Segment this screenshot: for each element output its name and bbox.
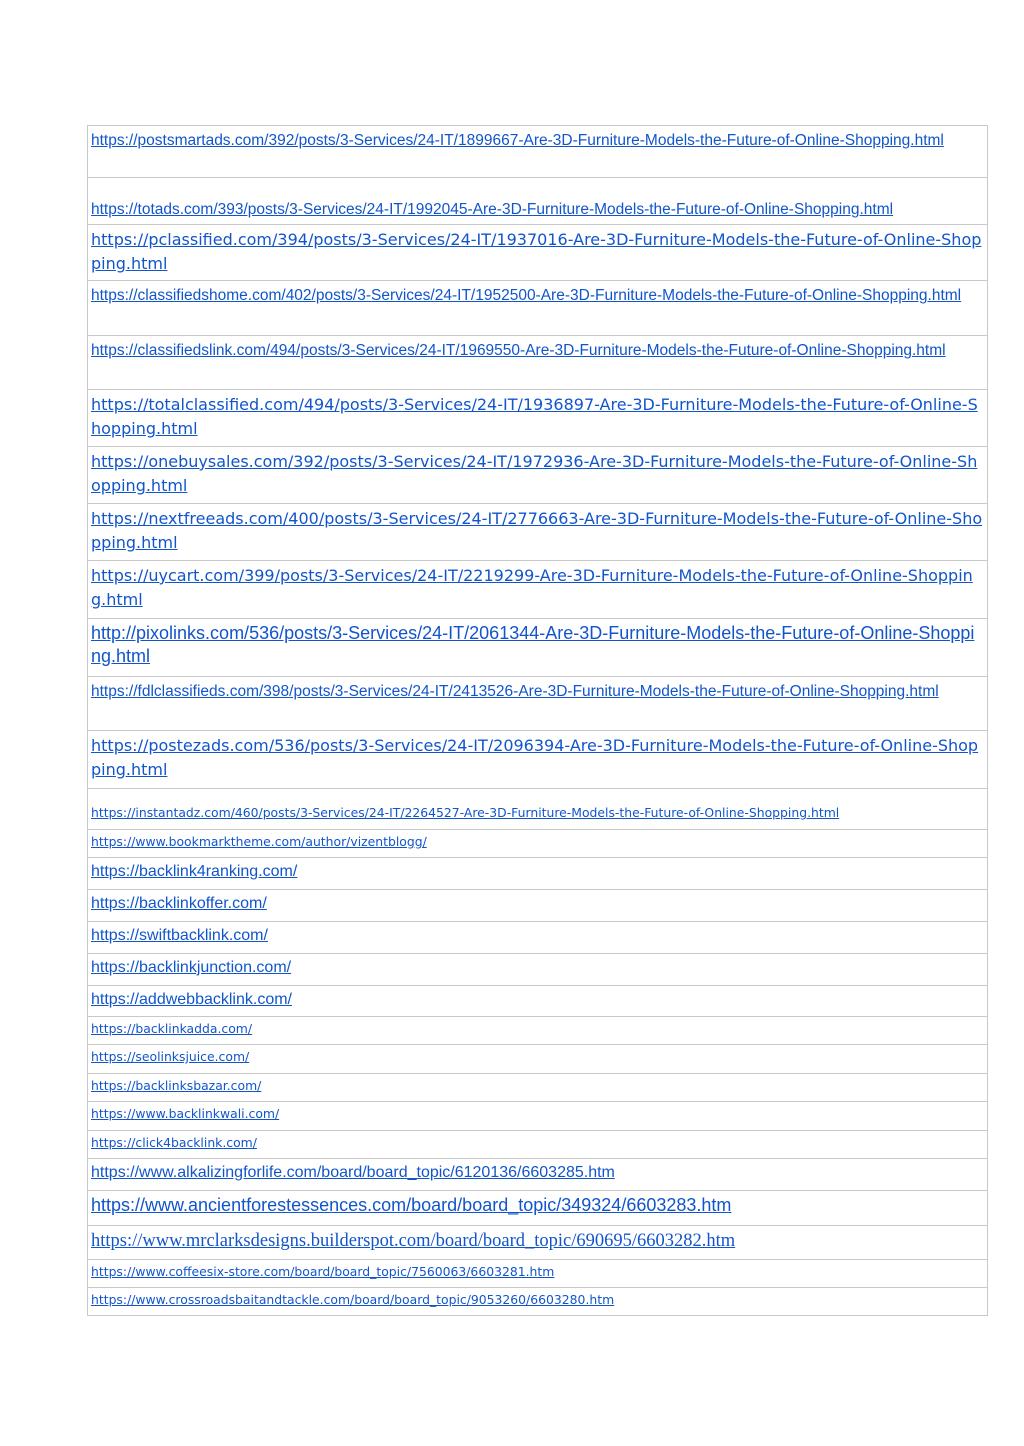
table-cell xyxy=(88,1131,988,1159)
link-url[interactable]: https://swiftbacklink.com/ xyxy=(91,927,268,944)
link-url[interactable]: https://totads.com/393/posts/3-Services/24-IT/1992045-Are-3D-Furniture-Models-the-Future-of-Online-Shopping.html xyxy=(91,201,894,218)
links-table xyxy=(87,125,988,1316)
table-row xyxy=(88,789,988,830)
table-cell xyxy=(88,1074,988,1102)
table-cell xyxy=(88,178,988,225)
table-row xyxy=(88,1159,988,1191)
table-row xyxy=(88,922,988,954)
table-cell xyxy=(88,1191,988,1226)
table-row xyxy=(88,1017,988,1045)
table-row xyxy=(88,1260,988,1288)
table-cell xyxy=(88,1102,988,1131)
table-cell xyxy=(88,954,988,986)
link-url[interactable]: https://www.crossroadsbaitandtackle.com/board/board_topic/9053260/6603280.htm xyxy=(91,1292,615,1307)
table-row xyxy=(88,858,988,890)
table-row xyxy=(88,504,988,561)
link-url[interactable]: https://classifiedshome.com/402/posts/3-Services/24-IT/1952500-Are-3D-Furniture-Models-the-Future-of-Online-Shopping.html xyxy=(91,287,962,304)
link-url[interactable]: https://postezads.com/536/posts/3-Services/24-IT/2096394-Are-3D-Furniture-Models-the-Future-of-Online-Shopping.html xyxy=(91,736,979,779)
table-row xyxy=(88,1288,988,1316)
link-url[interactable]: https://www.backlinkwali.com/ xyxy=(91,1106,280,1121)
table-row xyxy=(88,1191,988,1226)
table-cell xyxy=(88,830,988,858)
table-row xyxy=(88,986,988,1017)
table-cell xyxy=(88,1260,988,1288)
table-row xyxy=(88,447,988,504)
link-url[interactable]: https://nextfreeads.com/400/posts/3-Services/24-IT/2776663-Are-3D-Furniture-Models-the-Future-of-Online-Shopping.html xyxy=(91,509,983,552)
link-url[interactable]: https://www.bookmarktheme.com/author/vizentblogg/ xyxy=(91,834,427,849)
link-url[interactable]: https://click4backlink.com/ xyxy=(91,1135,257,1150)
table-cell xyxy=(88,390,988,447)
link-url[interactable]: https://totalclassified.com/494/posts/3-Services/24-IT/1936897-Are-3D-Furniture-Models-the-Future-of-Online-Shopping.html xyxy=(91,395,978,438)
table-cell xyxy=(88,336,988,390)
table-cell xyxy=(88,225,988,281)
table-row xyxy=(88,1102,988,1131)
table-row xyxy=(88,1131,988,1159)
link-url[interactable]: https://backlinkoffer.com/ xyxy=(91,895,267,912)
table-cell xyxy=(88,858,988,890)
link-url[interactable]: https://backlinkadda.com/ xyxy=(91,1021,253,1036)
link-url[interactable]: https://backlinkjunction.com/ xyxy=(91,959,292,976)
table-row xyxy=(88,1226,988,1260)
table-cell xyxy=(88,1288,988,1316)
table-cell xyxy=(88,922,988,954)
table-row xyxy=(88,619,988,677)
link-url[interactable]: https://www.ancientforestessences.com/board/board_topic/349324/6603283.htm xyxy=(91,1195,732,1215)
table-cell xyxy=(88,1226,988,1260)
table-row xyxy=(88,677,988,731)
table-cell xyxy=(88,731,988,789)
link-url[interactable]: https://backlinksbazar.com/ xyxy=(91,1078,262,1093)
table-cell xyxy=(88,126,988,178)
table-cell xyxy=(88,619,988,677)
link-url[interactable]: https://fdlclassifieds.com/398/posts/3-Services/24-IT/2413526-Are-3D-Furniture-Models-the-Future-of-Online-Shopping.html xyxy=(91,683,939,700)
link-url[interactable]: https://classifiedslink.com/494/posts/3-Services/24-IT/1969550-Are-3D-Furniture-Models-the-Future-of-Online-Shopping.html xyxy=(91,342,946,359)
table-cell xyxy=(88,986,988,1017)
link-url[interactable]: https://uycart.com/399/posts/3-Services/24-IT/2219299-Are-3D-Furniture-Models-the-Future-of-Online-Shopping.html xyxy=(91,566,973,609)
link-url[interactable]: http://pixolinks.com/536/posts/3-Services/24-IT/2061344-Are-3D-Furniture-Models-the-Future-of-Online-Shopping.html xyxy=(91,623,975,666)
table-cell xyxy=(88,447,988,504)
link-url[interactable]: https://addwebbacklink.com/ xyxy=(91,991,292,1008)
table-row xyxy=(88,225,988,281)
link-url[interactable]: https://postsmartads.com/392/posts/3-Services/24-IT/1899667-Are-3D-Furniture-Models-the-Future-of-Online-Shopping.html xyxy=(91,132,944,149)
table-cell xyxy=(88,890,988,922)
table-row xyxy=(88,561,988,619)
link-url[interactable]: https://onebuysales.com/392/posts/3-Services/24-IT/1972936-Are-3D-Furniture-Models-the-Future-of-Online-Shopping.html xyxy=(91,452,978,495)
link-url[interactable]: https://www.coffeesix-store.com/board/board_topic/7560063/6603281.htm xyxy=(91,1264,555,1279)
link-url[interactable]: https://pclassified.com/394/posts/3-Services/24-IT/1937016-Are-3D-Furniture-Models-the-Future-of-Online-Shopping.html xyxy=(91,230,982,273)
table-cell xyxy=(88,1159,988,1191)
links-table-body xyxy=(88,126,988,1316)
table-row xyxy=(88,1074,988,1102)
table-row xyxy=(88,336,988,390)
table-row xyxy=(88,390,988,447)
table-row xyxy=(88,178,988,225)
table-cell xyxy=(88,1045,988,1074)
table-row xyxy=(88,830,988,858)
link-url[interactable]: https://backlink4ranking.com/ xyxy=(91,863,298,880)
table-row xyxy=(88,1045,988,1074)
table-row xyxy=(88,126,988,178)
link-url[interactable]: https://www.alkalizingforlife.com/board/board_topic/6120136/6603285.htm xyxy=(91,1164,615,1181)
link-url[interactable]: https://instantadz.com/460/posts/3-Services/24-IT/2264527-Are-3D-Furniture-Models-the-Future-of-Online-Shopping.html xyxy=(91,805,840,820)
table-row xyxy=(88,731,988,789)
table-row xyxy=(88,281,988,336)
table-cell xyxy=(88,1017,988,1045)
table-cell xyxy=(88,789,988,830)
table-cell xyxy=(88,504,988,561)
table-row xyxy=(88,890,988,922)
link-url[interactable]: https://seolinksjuice.com/ xyxy=(91,1049,250,1064)
link-url[interactable]: https://www.mrclarksdesigns.builderspot.com/board/board_topic/690695/6603282.htm xyxy=(91,1231,736,1251)
table-cell xyxy=(88,677,988,731)
table-cell xyxy=(88,561,988,619)
table-cell xyxy=(88,281,988,336)
table-row xyxy=(88,954,988,986)
